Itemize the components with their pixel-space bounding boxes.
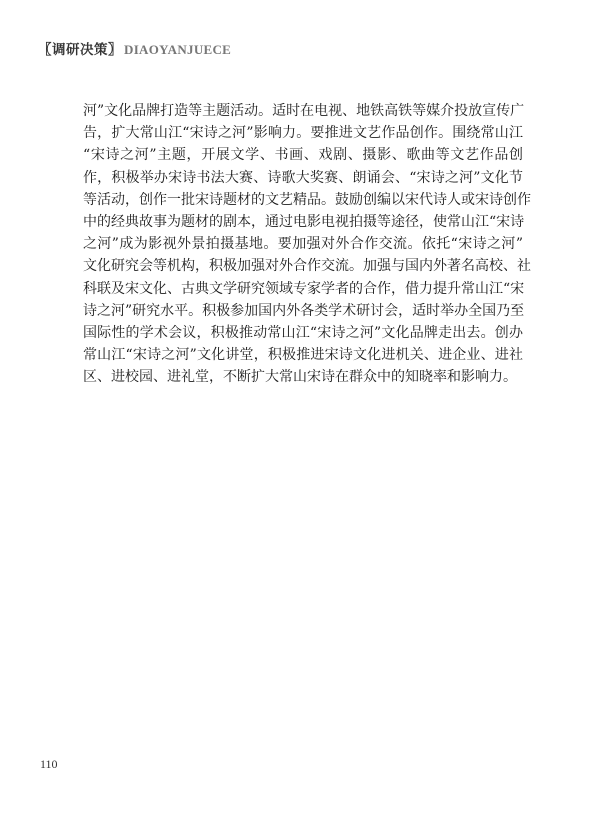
- text-line: 科联及宋文化、古典文学研究领域专家学者的合作，借力提升常山江“宋: [83, 280, 525, 297]
- text-line: 诗之河”研究水平。积极参加国内外各类学术研讨会，适时举办全国乃至: [83, 302, 525, 319]
- text-line: 国际性的学术会议，积极推动常山江“宋诗之河”文化品牌走出去。创办: [83, 324, 523, 341]
- text-line: 等活动，创作一批宋诗题材的文艺精品。鼓励创编以宋代诗人或宋诗创作: [83, 191, 531, 208]
- page-number: 110: [40, 757, 58, 771]
- body-paragraph: [83, 100, 531, 388]
- text-line: 区、进校园、进礼堂，不断扩大常山宋诗在群众中的知晓率和影响力。: [83, 369, 517, 386]
- text-line: “宋诗之河”主题，开展文学、书画、戏剧、摄影、歌曲等文艺作品创: [83, 147, 523, 164]
- text-line: 之河”成为影视外景拍摄基地。要加强对外合作交流。依托“宋诗之河”: [83, 236, 523, 253]
- text-line: 作，积极举办宋诗书法大赛、诗歌大奖赛、朗诵会、“宋诗之河”文化节: [83, 169, 523, 186]
- text-line: 中的经典故事为题材的剧本，通过电影电视拍摄等途径，使常山江“宋诗: [83, 213, 525, 230]
- text-line: 常山江“宋诗之河”文化讲堂，积极推进宋诗文化进机关、进企业、进社: [83, 347, 523, 364]
- running-header: [38, 38, 231, 64]
- section-title-pinyin: DIAOYANJUECE: [124, 42, 232, 57]
- text-line: 告，扩大常山江“宋诗之河”影响力。要推进文艺作品创作。围绕常山江: [83, 125, 523, 142]
- section-title-chinese: 〖调研决策〗: [38, 42, 122, 58]
- text-line: 河”文化品牌打造等主题活动。适时在电视、地铁高铁等媒介投放宣传广: [83, 103, 525, 119]
- text-line: 文化研究会等机构，积极加强对外合作交流。加强与国内外著名高校、社: [83, 258, 531, 275]
